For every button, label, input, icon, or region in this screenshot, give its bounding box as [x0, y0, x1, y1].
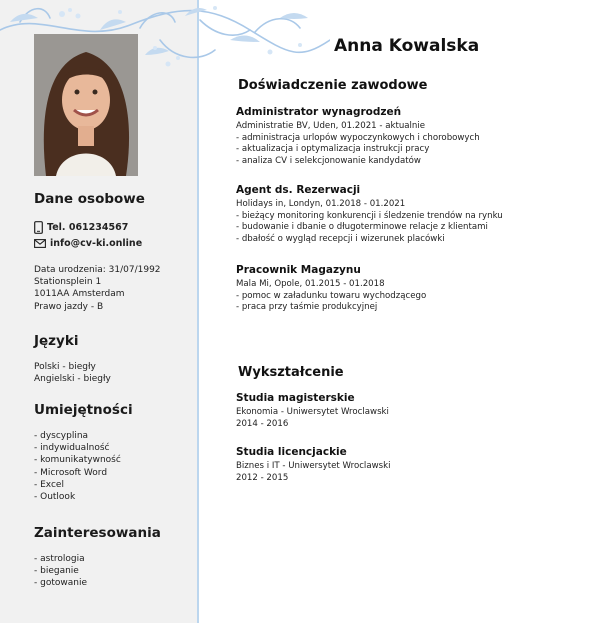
languages-title: Języki [34, 333, 79, 349]
education-title: Wykształcenie [238, 365, 344, 380]
phone-number: Tel. 061234567 [47, 222, 129, 233]
degree-school: Ekonomia - Uniwersytet Wroclawski [236, 407, 389, 417]
job-entry [236, 184, 503, 246]
language-item: Angielski - biegły [34, 374, 111, 385]
job-duty: - dbałość o wygląd recepcji i wizerunek placówki [236, 234, 445, 245]
address-city: 1011AA Amsterdam [34, 289, 125, 300]
degree-title: Studia magisterskie [236, 392, 355, 404]
job-duty: - aktualizacja i optymalizacja instrukcji pracy [236, 144, 430, 155]
skill-item: - Outlook [34, 492, 76, 503]
job-duty: - bieżący monitoring konkurencji i śledzenie trendów na rynku [236, 210, 503, 221]
candidate-name: Anna Kowalska [334, 36, 480, 56]
job-duty: - budowanie i dbanie o długoterminowe relacje z klientami [236, 222, 488, 233]
phone-row [34, 221, 128, 234]
driving-license: Prawo jazdy - B [34, 301, 104, 312]
job-entry [236, 106, 480, 168]
job-title: Pracownik Magazynu [236, 264, 361, 276]
sidebar-divider [197, 0, 199, 623]
interests-title: Zainteresowania [34, 525, 161, 541]
job-company: Holidays in, Londyn, 01.2018 - 01.2021 [236, 199, 406, 209]
address-street: Stationsplein 1 [34, 277, 102, 288]
skill-item: - dyscyplina [34, 431, 89, 441]
skill-item: - komunikatywność [34, 455, 121, 466]
interests-list [34, 553, 87, 590]
envelope-icon [34, 239, 46, 248]
languages-list [34, 361, 111, 385]
education-entry [236, 392, 389, 430]
interest-item: - astrologia [34, 554, 85, 564]
language-item: Polski - biegły [34, 362, 96, 372]
personal-details [34, 264, 161, 313]
interest-item: - gotowanie [34, 578, 87, 589]
skill-item: - Microsoft Word [34, 467, 108, 478]
job-duty: - administracja urlopów wypoczynkowych i chorobowych [236, 132, 480, 143]
job-title: Administrator wynagrodzeń [236, 106, 402, 118]
profile-photo [34, 34, 138, 176]
job-duty: - analiza CV i selekcjonowanie kandydatów [236, 156, 421, 167]
job-entry [236, 264, 426, 314]
skill-item: - Excel [34, 479, 64, 490]
skills-list [34, 430, 121, 503]
job-duty: - praca przy taśmie produkcyjnej [236, 302, 378, 313]
experience-title: Doświadczenie zawodowe [238, 78, 428, 93]
degree-years: 2014 - 2016 [236, 418, 289, 429]
degree-years: 2012 - 2015 [236, 472, 289, 483]
education-entry [236, 446, 390, 484]
email-row [34, 238, 142, 249]
degree-title: Studia licencjackie [236, 446, 347, 458]
job-title: Agent ds. Rezerwacji [236, 184, 361, 196]
email-address[interactable]: info@cv-ki.online [50, 238, 143, 249]
job-duty: - pomoc w załadunku towaru wychodzącego [236, 290, 427, 301]
degree-school: Biznes i IT - Uniwersytet Wroclawski [236, 461, 391, 471]
skills-title: Umiejętności [34, 402, 133, 418]
job-company: Mala Mi, Opole, 01.2015 - 01.2018 [236, 279, 385, 289]
birth-date: Data urodzenia: 31/07/1992 [34, 265, 161, 275]
personal-data-title: Dane osobowe [34, 191, 145, 207]
job-company: Administratie BV, Uden, 01.2021 - aktualnie [236, 121, 426, 131]
interest-item: - bieganie [34, 566, 79, 577]
phone-icon [34, 221, 43, 234]
skill-item: - indywidualność [34, 443, 110, 454]
